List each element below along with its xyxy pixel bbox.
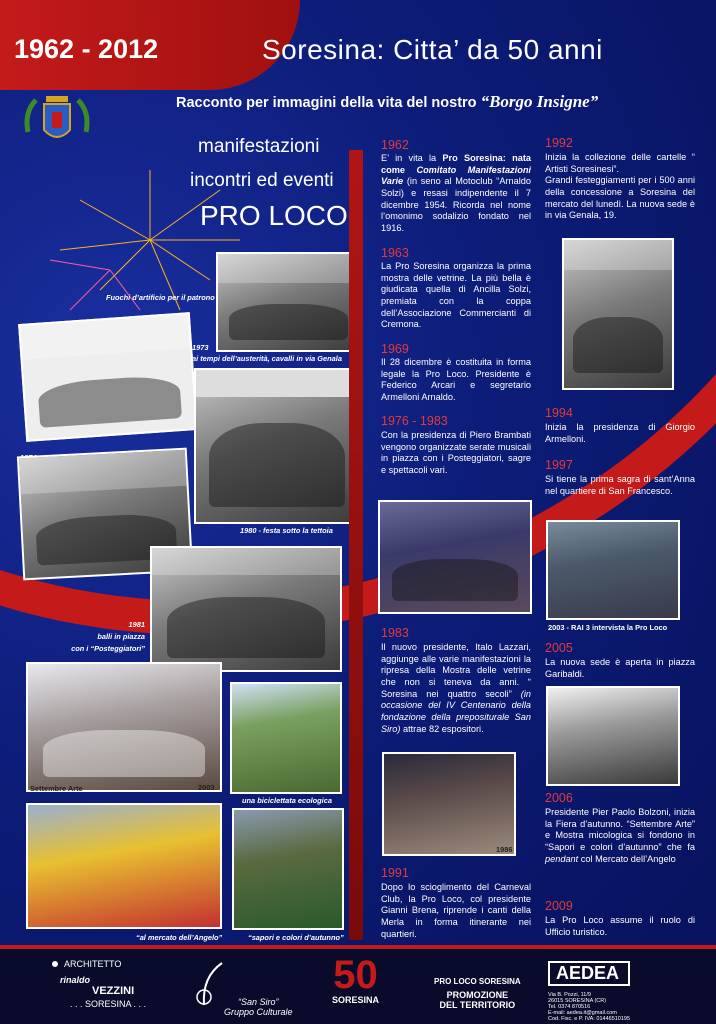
year-1969: 1969 bbox=[381, 342, 409, 356]
text-1983: Il nuovo presidente, Italo Lazzari, aggiunge alle varie manifestazioni la ripresa della Mostra delle vetrine che non si teneva da anni. “ Soresina nei quattro secoli” (in occasione del IV Centenario della fondazione della prepositurale San Siro) attrae 82 espositori. bbox=[381, 642, 531, 734]
years-heading: 1962 - 2012 bbox=[14, 34, 159, 64]
promo-line-1: PROMOZIONE bbox=[446, 990, 509, 1000]
year-1994: 1994 bbox=[545, 406, 573, 420]
photo-festa-tettoia bbox=[194, 368, 360, 524]
red-vertical-bar bbox=[349, 150, 363, 940]
text-1997: Si tiene la prima sagra di sant’Anna nel quartiere di San Francesco. bbox=[545, 474, 695, 496]
intro-line-2: incontri ed eventi bbox=[190, 170, 334, 191]
aedea-logo bbox=[548, 961, 630, 1022]
photo-biciclettata bbox=[230, 682, 342, 794]
caption-sapori: “sapori e colori d’autunno” bbox=[248, 933, 344, 942]
photo-2005-sede bbox=[546, 686, 680, 786]
fifty-number: 50 bbox=[333, 953, 378, 997]
architetto-label: ARCHITETTO bbox=[64, 959, 122, 969]
caption-festa-tettoia: 1980 - festa sotto la tettoia bbox=[240, 526, 333, 535]
caption-1981: 1981 bbox=[128, 620, 145, 629]
photo-horses bbox=[216, 252, 361, 352]
photo-1973-vintage bbox=[18, 312, 198, 442]
architect-city: . . . SORESINA . . . bbox=[70, 999, 147, 1009]
architect-first-name: rinaldo bbox=[60, 975, 91, 985]
proloco-name: PRO LOCO SORESINA bbox=[434, 977, 521, 986]
intro-line-1: manifestazioni bbox=[198, 136, 320, 157]
fifty-logo bbox=[332, 955, 379, 1005]
year-1997: 1997 bbox=[545, 458, 573, 472]
year-2005: 2005 bbox=[545, 641, 573, 655]
caption-1986: 1986 bbox=[496, 845, 513, 854]
year-1992: 1992 bbox=[545, 136, 573, 150]
subtitle-main: Racconto per immagini della vita del nostro bbox=[176, 95, 481, 111]
text-1992: Inizia la collezione delle cartelle “ Artisti Soresinesi”. Grandi festeggiamenti per i 500 anni della concessione a Soresina del mercato del lunedì. La nuova sede è in via Genala, 19. bbox=[545, 152, 695, 221]
architect-logo bbox=[52, 959, 146, 1009]
soresina-crest-icon bbox=[22, 92, 92, 156]
intro-pro-loco: PRO LOCO bbox=[200, 200, 348, 231]
caption-balli-2: con i “Posteggiatori” bbox=[71, 644, 145, 653]
architect-last-name: VEZZINI bbox=[92, 985, 135, 997]
photo-1992-crowd bbox=[562, 238, 674, 390]
sponsor-footer bbox=[0, 945, 716, 1024]
san-siro-group: Gruppo Culturale bbox=[224, 1007, 293, 1017]
year-1976-1983: 1976 - 1983 bbox=[381, 414, 448, 428]
text-1991: Dopo lo scioglimento del Carneval Club, la Pro Loco, col presidente Gianni Brena, riprende i canti della Merla in forma itinerante nei quartieri. bbox=[381, 882, 531, 939]
year-2009: 2009 bbox=[545, 899, 573, 913]
photo-rai-intervista bbox=[546, 520, 680, 620]
poster-title: Soresina: Citta’ da 50 anni bbox=[262, 34, 603, 65]
text-1963: La Pro Soresina organizza la prima mostra delle vetrine. La più bella è giudicata quella di Ancilla Solzi, premiata con la coppa dell’Associazione Commercianti di Cremona. bbox=[381, 261, 531, 330]
san-siro-name: “San Siro” bbox=[238, 997, 279, 1007]
caption-rai: 2003 - RAI 3 intervista la Pro Loco bbox=[548, 623, 668, 632]
text-1969: Il 28 dicembre è costituita in forma legale la Pro Loco. Presidente è Federico Arcari e segretario Armelloni Arnaldo. bbox=[381, 357, 531, 403]
year-1991: 1991 bbox=[381, 866, 409, 880]
text-1962: E’ in vita la Pro Soresina: nata come Comitato Manifestazioni Varie (in seno al Motoclub “Arnaldo Solzi) e resasi indipendente il 7 dicembre 1954. Ricorda nel nome l’omonimo sodalizio fondato nel 1916. bbox=[381, 153, 531, 234]
photo-sapori-colori bbox=[232, 808, 344, 930]
caption-1973: 1973 bbox=[192, 343, 209, 352]
text-2009: La Pro Loco assume il ruolo di Ufficio turistico. bbox=[545, 915, 695, 937]
photo-balli-piazza bbox=[150, 546, 342, 672]
text-2006: Presidente Pier Paolo Bolzoni, inizia la Fiera d’autunno. “Settembre Arte” e Mostra micologica si fondono in “Sapori e colori d’autunno” che fa pendant col Mercato dell’Angelo bbox=[545, 807, 695, 864]
poster-subtitle bbox=[176, 92, 598, 112]
aedea-address: Via B. Pozzi, 11/9 26015 SORESINA (CR) Tel. 0374 870516 E-mail: aedea.it@gmail.com Cod. Fisc. e P. IVA: 01446510195 bbox=[548, 992, 631, 1022]
aedea-name: AEDEA bbox=[548, 961, 630, 986]
caption-austerita: ai tempi dell’austerità, cavalli in via Genala bbox=[192, 354, 342, 363]
caption-2003: 2003 bbox=[198, 783, 215, 792]
caption-bicicletta: una biciclettata ecologica bbox=[242, 796, 332, 805]
fifty-soresina: SORESINA bbox=[332, 995, 380, 1005]
year-1962: 1962 bbox=[381, 138, 409, 152]
caption-fuochi: Fuochi d’artificio per il patrono bbox=[106, 293, 215, 302]
photo-1986-street bbox=[382, 752, 516, 856]
bullet-icon bbox=[52, 961, 58, 967]
proloco-logo bbox=[434, 977, 521, 1010]
photo-mercato-angelo bbox=[26, 803, 222, 929]
text-2005: La nuova sede è aperta in piazza Garibaldi. bbox=[545, 657, 695, 679]
caption-balli-1: balli in piazza bbox=[97, 632, 145, 641]
caption-mercato-angelo: “al mercato dell’Angelo” bbox=[136, 933, 223, 942]
year-2006: 2006 bbox=[545, 791, 573, 805]
photo-settembre-arte bbox=[26, 662, 222, 792]
year-1963: 1963 bbox=[381, 246, 409, 260]
year-1983: 1983 bbox=[381, 626, 409, 640]
subtitle-italic: “Borgo Insigne” bbox=[480, 92, 599, 111]
promo-line-2: DEL TERRITORIO bbox=[439, 1000, 516, 1010]
caption-settembre: Settembre Arte bbox=[30, 784, 83, 793]
photo-piazza-dancing bbox=[378, 500, 532, 614]
san-siro-logo bbox=[224, 997, 293, 1017]
text-1976-1983: Con la presidenza di Piero Brambati vengono organizzate serate musicali in piazza con i Posteggiatori, sagre e spettacoli vari. bbox=[381, 430, 531, 476]
text-1994: Inizia la presidenza di Giorgio Armelloni. bbox=[545, 422, 695, 444]
